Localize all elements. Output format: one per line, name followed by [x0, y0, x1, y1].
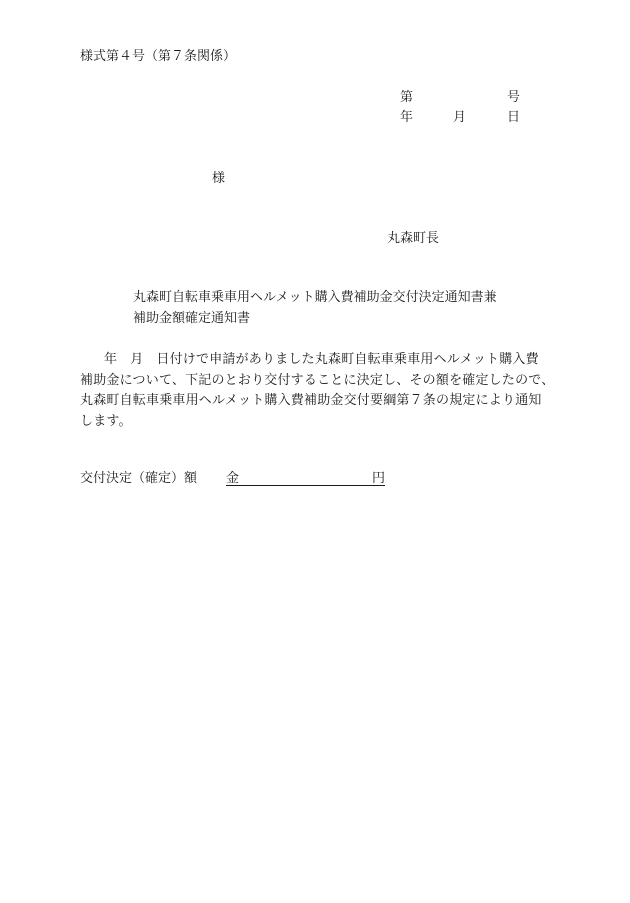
document-number-suffix: 号: [507, 90, 521, 105]
amount-suffix: 円: [371, 471, 385, 486]
addressee-honorific: 様: [212, 171, 226, 186]
body-line-4: します。: [80, 413, 132, 429]
amount-field: [226, 470, 385, 486]
body-line-3: 丸森町自転車乗車用ヘルメット購入費補助金交付要綱第７条の規定により通知: [80, 393, 542, 408]
date-day-label: 日: [507, 110, 521, 125]
amount-label: 交付決定（確定）額: [80, 471, 198, 486]
body-line-1: [80, 350, 560, 371]
body-line-2: 補助金について、下記のとおり交付することに決定し、その額を確定したので、: [80, 372, 555, 388]
document-title-line2: 補助金額確定通知書: [133, 311, 251, 326]
issuer-name: 丸森町長: [387, 231, 440, 246]
body-month-label: 月: [130, 352, 144, 367]
form-number: 様式第４号（第７条関係）: [80, 49, 237, 64]
notification-body: [80, 350, 560, 432]
body-year-label: 年: [104, 352, 118, 367]
date-month-label: 月: [453, 110, 467, 125]
body-line-1-text: 日付けで申請がありました丸森町自転車乗車用ヘルメット購入費: [156, 352, 539, 367]
date-year-label: 年: [400, 110, 414, 125]
document-title-line1: 丸森町自転車乗車用ヘルメット購入費補助金交付決定通知書兼: [133, 290, 497, 305]
document-number-prefix: 第: [400, 90, 414, 105]
amount-prefix: 金: [226, 471, 240, 486]
